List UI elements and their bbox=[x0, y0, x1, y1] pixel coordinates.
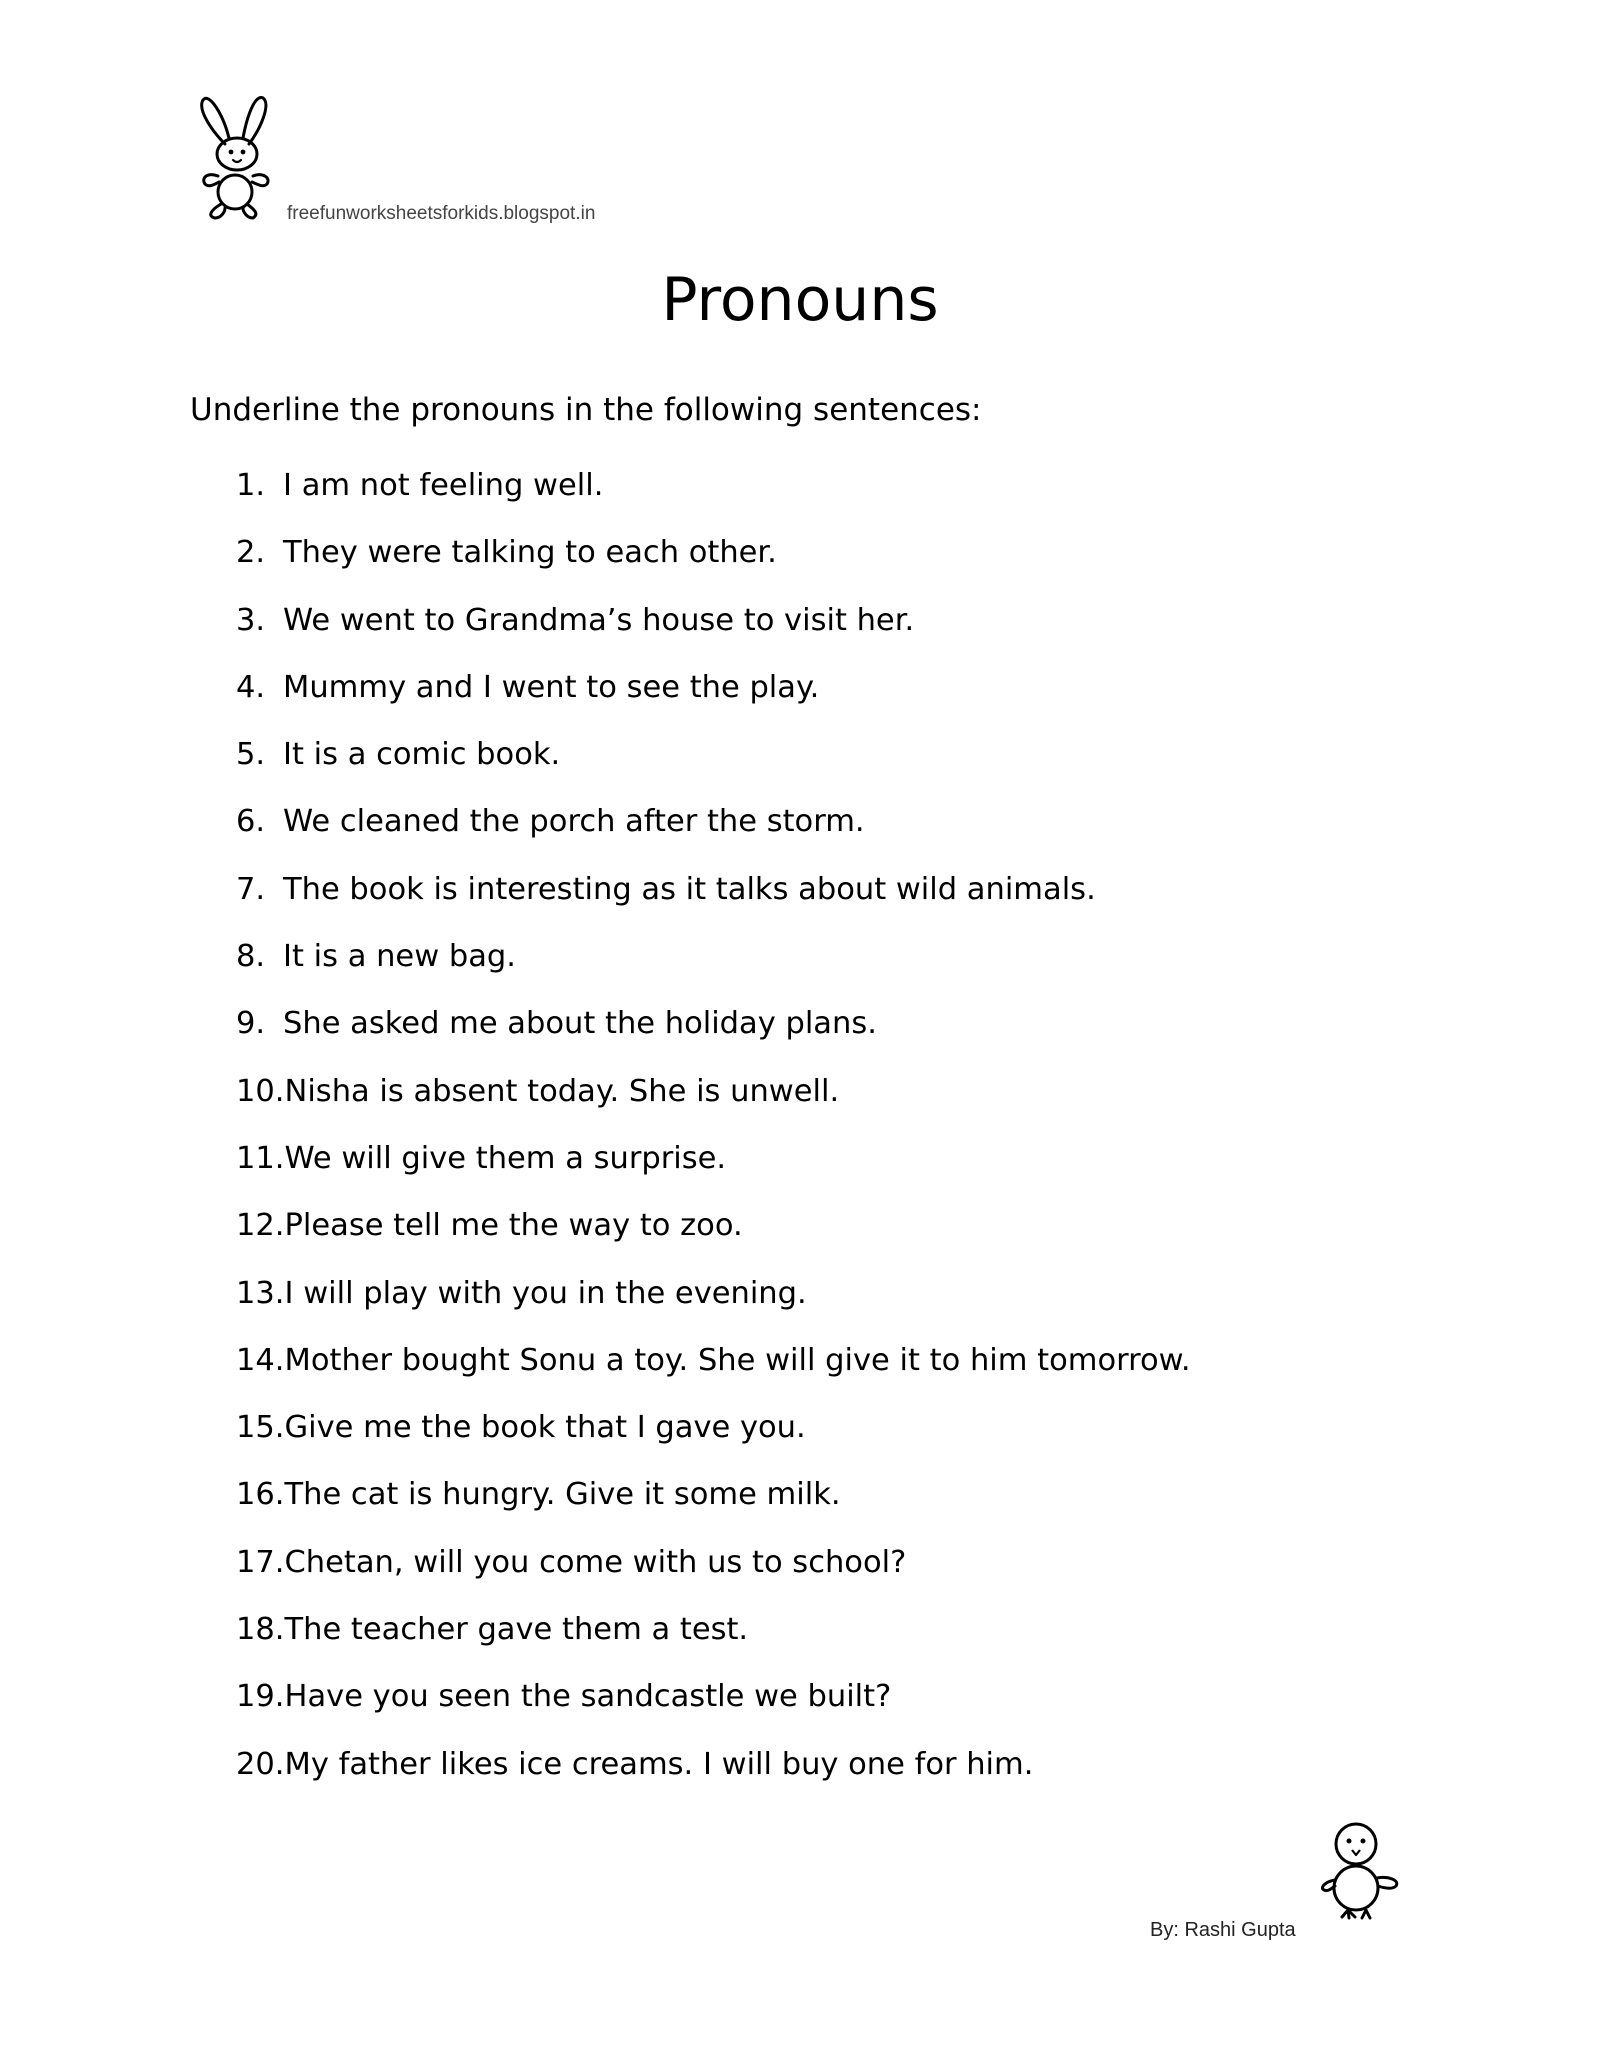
question-text: I will play with you in the evening. bbox=[284, 1275, 807, 1311]
list-item bbox=[236, 466, 1191, 533]
list-item bbox=[236, 802, 1191, 869]
question-number: 10. bbox=[236, 1073, 285, 1109]
list-item bbox=[236, 1072, 1191, 1139]
instruction-text: Underline the pronouns in the following sentences: bbox=[190, 392, 982, 428]
question-number: 16. bbox=[236, 1477, 285, 1513]
list-item bbox=[236, 1206, 1191, 1273]
question-number: 9. bbox=[236, 1006, 266, 1042]
page-title: Pronouns bbox=[661, 265, 939, 335]
question-number: 11. bbox=[236, 1140, 285, 1176]
list-item bbox=[236, 533, 1191, 600]
list-item bbox=[236, 1475, 1191, 1542]
question-text: It is a comic book. bbox=[283, 737, 561, 773]
question-text: The cat is hungry. Give it some milk. bbox=[284, 1477, 841, 1513]
question-text: Have you seen the sandcastle we built? bbox=[284, 1679, 892, 1715]
question-text: We went to Grandma’s house to visit her. bbox=[283, 602, 915, 638]
question-number: 13. bbox=[236, 1275, 285, 1311]
question-number: 5. bbox=[236, 737, 266, 773]
question-number: 8. bbox=[236, 939, 266, 975]
list-item bbox=[236, 937, 1191, 1004]
question-text: I am not feeling well. bbox=[283, 468, 604, 503]
list-item bbox=[236, 1274, 1191, 1341]
list-item bbox=[236, 668, 1191, 735]
list-item bbox=[236, 1341, 1191, 1408]
question-text: We will give them a surprise. bbox=[284, 1140, 727, 1176]
author-credit: By: Rashi Gupta bbox=[1150, 1919, 1296, 1941]
header bbox=[185, 92, 685, 232]
question-text: We cleaned the porch after the storm. bbox=[283, 804, 865, 840]
question-text: My father likes ice creams. I will buy one for him. bbox=[284, 1746, 1034, 1782]
question-text: They were talking to each other. bbox=[283, 535, 777, 571]
question-number: 2. bbox=[236, 535, 266, 571]
list-item bbox=[236, 870, 1191, 937]
question-number: 3. bbox=[236, 602, 266, 638]
question-list bbox=[236, 466, 1191, 1812]
list-item bbox=[236, 1543, 1191, 1610]
question-text: It is a new bag. bbox=[283, 939, 516, 975]
list-item bbox=[236, 1677, 1191, 1744]
site-url: freefunworksheetsforkids.blogspot.in bbox=[287, 203, 596, 224]
list-item bbox=[236, 1408, 1191, 1475]
question-text: The book is interesting as it talks about wild animals. bbox=[283, 871, 1096, 907]
question-text: Please tell me the way to zoo. bbox=[284, 1208, 743, 1244]
list-item bbox=[236, 1610, 1191, 1677]
question-number: 1. bbox=[236, 468, 266, 503]
question-number: 7. bbox=[236, 871, 266, 907]
chick-icon bbox=[1316, 1820, 1406, 1920]
question-text: Mummy and I went to see the play. bbox=[283, 669, 820, 705]
question-text: The teacher gave them a test. bbox=[284, 1612, 749, 1648]
question-number: 6. bbox=[236, 804, 266, 840]
list-item bbox=[236, 735, 1191, 802]
list-item bbox=[236, 1139, 1191, 1206]
question-number: 4. bbox=[236, 669, 266, 705]
question-text: Mother bought Sonu a toy. She will give it to him tomorrow. bbox=[284, 1342, 1191, 1378]
question-number: 17. bbox=[236, 1544, 285, 1580]
question-number: 14. bbox=[236, 1342, 285, 1378]
question-number: 12. bbox=[236, 1208, 285, 1244]
question-text: She asked me about the holiday plans. bbox=[283, 1006, 877, 1042]
list-item bbox=[236, 1004, 1191, 1071]
list-item bbox=[236, 601, 1191, 668]
question-number: 20. bbox=[236, 1746, 285, 1782]
question-number: 19. bbox=[236, 1679, 285, 1715]
question-text: Chetan, will you come with us to school? bbox=[284, 1544, 907, 1580]
list-item bbox=[236, 1745, 1191, 1812]
bunny-icon bbox=[185, 92, 285, 222]
question-text: Give me the book that I gave you. bbox=[284, 1410, 806, 1446]
question-number: 18. bbox=[236, 1612, 285, 1648]
question-text: Nisha is absent today. She is unwell. bbox=[284, 1073, 840, 1109]
question-number: 15. bbox=[236, 1410, 285, 1446]
